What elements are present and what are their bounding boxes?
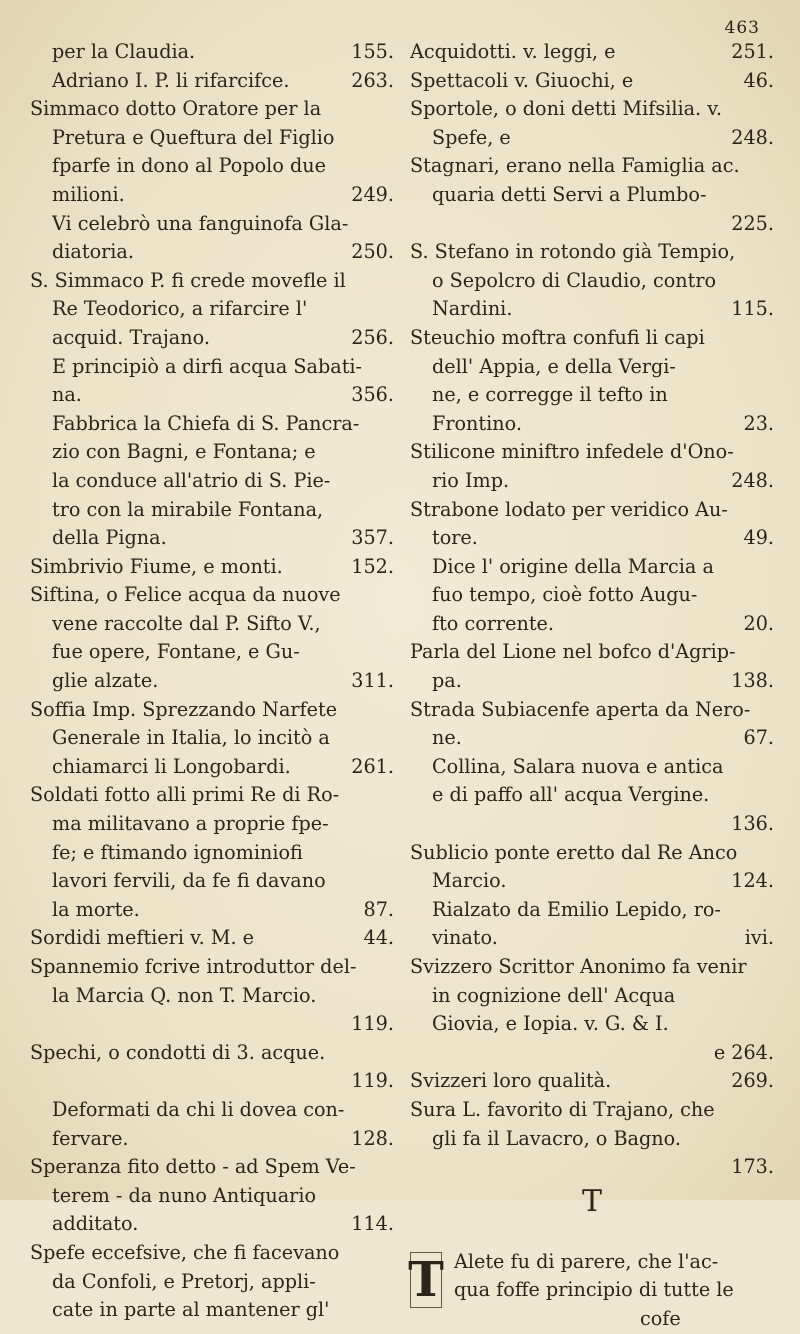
entry-page-ref: 87. — [363, 897, 394, 921]
index-entry — [410, 124, 774, 153]
entry-text: Generale in Italia, lo incitò a — [52, 726, 330, 750]
entry-text: Svizzero Scrittor Anonimo fa venir — [410, 955, 747, 978]
entry-text: fue opere, Fontane, e Gu- — [52, 640, 300, 664]
index-entry — [30, 867, 394, 896]
entry-text: quaria detti Servi a Plumbo- — [432, 182, 707, 206]
entry-text: Giovia, e Iopia. v. G. & I. — [432, 1012, 669, 1036]
index-entry — [30, 581, 394, 610]
entry-page-ref: ivi. — [744, 926, 774, 950]
entry-page-ref: 155. — [351, 40, 394, 63]
index-entry — [410, 724, 774, 753]
entry-text: Spettacoli v. Giuochi, e — [410, 68, 634, 92]
entry-text: Pretura e Queftura del Figlio — [52, 125, 335, 149]
index-entry — [410, 295, 774, 324]
entry-text: Simbrivio Fiume, e monti. — [30, 554, 283, 578]
entry-page-ref: 128. — [351, 1126, 394, 1150]
index-entry — [410, 467, 774, 496]
entry-page-ref: 119. — [351, 1012, 394, 1036]
index-entry — [30, 896, 394, 925]
entry-page-ref: 20. — [743, 611, 774, 635]
entry-text: per la Claudia. — [52, 40, 196, 63]
entry-text: da Confoli, e Pretorj, appli- — [52, 1269, 316, 1293]
entry-page-ref: 173. — [731, 1155, 774, 1179]
entry-text: S. Stefano in rotondo già Tempio, — [410, 240, 736, 264]
entry-text: Sordidi meftieri v. M. e — [30, 926, 255, 950]
entry-text: fervare. — [52, 1126, 129, 1150]
entry-page-ref: 311. — [351, 669, 394, 693]
index-entry — [30, 1182, 394, 1211]
entry-text: Sportole, o doni detti Mifsilia. v. — [410, 97, 722, 121]
entry-text: fto corrente. — [432, 611, 554, 635]
entry-page-ref: 248. — [731, 125, 774, 149]
index-entry — [410, 38, 774, 67]
entry-text: chiamarci li Longobardi. — [52, 754, 291, 778]
index-entry — [410, 553, 774, 582]
entry-text: vene raccolte dal P. Sifto V., — [52, 611, 321, 635]
entry-text: lavori fervili, da fe fi davano — [52, 869, 326, 893]
entry-text: Vi celebrò una fanguinofa Gla- — [52, 211, 349, 235]
entry-page-ref: 138. — [731, 669, 774, 693]
entry-text: vinato. — [432, 926, 498, 950]
entry-text: S. Simmaco P. fi crede movefle il — [30, 268, 346, 292]
entry-page-ref: 261. — [351, 754, 394, 778]
entry-page-ref: 23. — [743, 411, 774, 435]
index-entry — [30, 1153, 394, 1182]
index-entry — [410, 1153, 774, 1182]
index-entry — [30, 1039, 394, 1068]
index-entry — [30, 124, 394, 153]
entry-text: della Pigna. — [52, 526, 167, 550]
index-entry — [30, 1096, 394, 1125]
index-entry — [30, 295, 394, 324]
index-entry — [30, 152, 394, 181]
entry-text: zio con Bagni, e Fontana; e — [52, 440, 316, 464]
entry-page-ref: 119. — [351, 1069, 394, 1093]
index-entry — [410, 896, 774, 925]
right-entries — [410, 38, 774, 1182]
entry-text: Re Teodorico, a rifarcire l' — [52, 297, 308, 321]
index-entry — [30, 1239, 394, 1268]
index-entry — [410, 753, 774, 782]
entry-page-ref: 152. — [351, 554, 394, 578]
index-entry — [30, 410, 394, 439]
entry-text: Siftina, o Felice acqua da nuove — [30, 583, 341, 607]
index-entry — [30, 724, 394, 753]
entry-page-ref: 67. — [743, 726, 774, 750]
index-entry — [30, 181, 394, 210]
entry-text: Soldati fotto alli primi Re di Ro- — [30, 783, 340, 807]
entry-text: Adriano I. P. li rifarcifce. — [52, 68, 290, 92]
index-column-left — [30, 38, 394, 1325]
index-entry — [30, 496, 394, 525]
entry-page-ref: 46. — [743, 68, 774, 92]
index-entry — [30, 1067, 394, 1096]
entry-text: in cognizione dell' Acqua — [432, 983, 676, 1007]
entry-text: Dice l' origine della Marcia a — [432, 554, 714, 578]
index-entry — [30, 810, 394, 839]
note-line: cofe — [640, 1306, 681, 1330]
entry-text: rio Imp. — [432, 468, 510, 492]
entry-text: la Marcia Q. non T. Marcio. — [52, 983, 317, 1007]
entry-text: Nardini. — [432, 297, 513, 321]
index-entry — [30, 696, 394, 725]
entry-page-ref: 263. — [351, 68, 394, 92]
entry-text: Speranza fito detto - ad Spem Ve- — [30, 1155, 356, 1179]
entry-text: cate in parte al mantener gl' — [52, 1298, 330, 1322]
entry-text: Stilicone miniftro infedele d'Ono- — [410, 440, 734, 464]
index-entry — [410, 1125, 774, 1154]
entry-text: Deformati da chi li dovea con- — [52, 1097, 345, 1121]
entry-text: Spechi, o condotti di 3. acque. — [30, 1040, 326, 1064]
note-line: Alete fu di parere, che l'ac- — [454, 1249, 719, 1273]
entry-text: Spefe eccefsive, che fi facevano — [30, 1240, 340, 1264]
index-entry — [410, 181, 774, 210]
index-entry — [30, 38, 394, 67]
index-entry — [410, 1067, 774, 1096]
index-entry — [410, 982, 774, 1011]
entry-text: Strada Subiacenfe aperta da Nero- — [410, 697, 751, 721]
entry-text: o Sepolcro di Claudio, contro — [432, 268, 717, 292]
index-entry — [30, 638, 394, 667]
entry-text: fe; e ftimando ignominiofi — [52, 840, 303, 864]
section-heading-letter: T — [581, 1187, 602, 1219]
index-entry — [30, 953, 394, 982]
entry-page-ref: 44. — [363, 926, 394, 950]
entry-page-ref: 225. — [731, 211, 774, 235]
entry-text: Svizzeri loro qualità. — [410, 1069, 612, 1093]
entry-page-ref: 115. — [731, 297, 774, 321]
index-entry — [30, 267, 394, 296]
index-entry — [30, 438, 394, 467]
entry-text: Rialzato da Emilio Lepido, ro- — [432, 897, 721, 921]
entry-page-ref: 248. — [731, 468, 774, 492]
index-entry — [30, 553, 394, 582]
index-entry — [410, 524, 774, 553]
entry-page-ref: 136. — [731, 812, 774, 836]
index-entry — [410, 238, 774, 267]
entry-text: la conduce all'atrio di S. Pie- — [52, 468, 331, 492]
final-note — [410, 1248, 774, 1334]
index-entry — [410, 410, 774, 439]
index-entry — [410, 1096, 774, 1125]
index-entry — [410, 210, 774, 239]
entry-text: acquid. Trajano. — [52, 325, 210, 349]
entry-text: e di paffo all' acqua Vergine. — [432, 783, 710, 807]
index-entry — [30, 1296, 394, 1325]
entry-text: Parla del Lione nel bofco d'Agrip- — [410, 640, 736, 664]
entry-text: Steuchio moftra confufi li capi — [410, 325, 705, 349]
entry-text: E principiò a dirfi acqua Sabati- — [52, 354, 363, 378]
index-entry — [30, 238, 394, 267]
index-entry — [30, 210, 394, 239]
entry-page-ref: 49. — [743, 526, 774, 550]
entry-text: Fabbrica la Chiefa di S. Pancra- — [52, 411, 360, 435]
entry-text: Soffia Imp. Sprezzando Narfete — [30, 697, 338, 721]
entry-text: Strabone lodato per veridico Au- — [410, 497, 728, 521]
index-entry — [410, 152, 774, 181]
index-entry — [410, 267, 774, 296]
index-entry — [30, 524, 394, 553]
index-entry — [410, 953, 774, 982]
index-entry — [30, 467, 394, 496]
index-entry — [30, 1268, 394, 1297]
entry-page-ref: 269. — [731, 1069, 774, 1093]
entry-page-ref: 249. — [351, 182, 394, 206]
index-entry — [30, 353, 394, 382]
entry-text: glie alzate. — [52, 669, 159, 693]
entry-text: terem - da nuno Antiquario — [52, 1183, 317, 1207]
index-entry — [410, 1010, 774, 1039]
entry-text: fparfe in dono al Popolo due — [52, 154, 326, 178]
index-entry — [30, 667, 394, 696]
entry-text: milioni. — [52, 182, 125, 206]
entry-text: Collina, Salara nuova e antica — [432, 754, 724, 778]
index-entry — [30, 1210, 394, 1239]
entry-page-ref: 124. — [731, 869, 774, 893]
entry-text: Acquidotti. v. leggi, e — [410, 40, 616, 63]
entry-text: la morte. — [52, 897, 140, 921]
index-entry — [30, 67, 394, 96]
index-entry — [410, 438, 774, 467]
entry-text: dell' Appia, e della Vergi- — [432, 354, 676, 378]
index-entry — [30, 982, 394, 1011]
index-entry — [30, 381, 394, 410]
final-note-text — [410, 1248, 774, 1334]
entry-page-ref: 250. — [351, 240, 394, 264]
entry-text: Sura L. favorito di Trajano, che — [410, 1097, 715, 1121]
index-entry — [30, 1125, 394, 1154]
entry-text: gli fa il Lavacro, o Bagno. — [432, 1126, 681, 1150]
dropcap-letter: T — [408, 1251, 444, 1308]
entry-text: pa. — [432, 669, 462, 693]
entry-page-ref: 356. — [351, 383, 394, 407]
index-entry — [410, 353, 774, 382]
index-entry — [410, 324, 774, 353]
entry-text: na. — [52, 383, 82, 407]
entry-text: tore. — [432, 526, 478, 550]
index-column-right — [410, 38, 774, 1334]
entry-page-ref: 114. — [351, 1212, 394, 1236]
index-entry — [410, 696, 774, 725]
entry-page-ref: e 264. — [713, 1040, 774, 1064]
entry-text: Spefe, e — [432, 125, 511, 149]
index-entry — [410, 67, 774, 96]
entry-text: Stagnari, erano nella Famiglia ac. — [410, 154, 740, 178]
index-entry — [30, 839, 394, 868]
index-entry — [30, 324, 394, 353]
index-entry — [410, 496, 774, 525]
entry-text: Marcio. — [432, 869, 507, 893]
index-entry — [30, 753, 394, 782]
index-entry — [30, 781, 394, 810]
index-entry — [30, 1010, 394, 1039]
index-entry — [410, 867, 774, 896]
entry-text: diatoria. — [52, 240, 134, 264]
entry-text: Simmaco dotto Oratore per la — [30, 97, 322, 121]
entry-text: Frontino. — [432, 411, 522, 435]
index-entry — [410, 924, 774, 953]
index-entry — [410, 667, 774, 696]
index-entry — [410, 1039, 774, 1068]
entry-text: fuo tempo, cioè fotto Augu- — [432, 583, 698, 607]
entry-page-ref: 251. — [731, 40, 774, 63]
index-entry — [410, 381, 774, 410]
entry-text: additato. — [52, 1212, 139, 1236]
entry-page-ref: 256. — [351, 325, 394, 349]
entry-page-ref: 357. — [351, 526, 394, 550]
page-number: 463 — [724, 18, 760, 38]
section-heading-line — [410, 1188, 774, 1228]
entry-text: tro con la mirabile Fontana, — [52, 497, 324, 521]
entry-text: Spannemio fcrive introduttor del- — [30, 955, 357, 978]
entry-text: ne, e corregge il tefto in — [432, 383, 668, 407]
index-entry — [410, 95, 774, 124]
index-entry — [30, 610, 394, 639]
index-entry — [410, 839, 774, 868]
index-entry — [410, 810, 774, 839]
entry-text: ne. — [432, 726, 462, 750]
index-entry — [30, 924, 394, 953]
index-entry — [410, 638, 774, 667]
index-entry — [30, 95, 394, 124]
entry-text: Sublicio ponte eretto dal Re Anco — [410, 840, 738, 864]
note-line: qua foffe principio di tutte le — [454, 1278, 734, 1302]
entry-text: ma militavano a proprie fpe- — [52, 812, 329, 836]
index-entry — [410, 781, 774, 810]
index-entry — [410, 610, 774, 639]
index-entry — [410, 581, 774, 610]
